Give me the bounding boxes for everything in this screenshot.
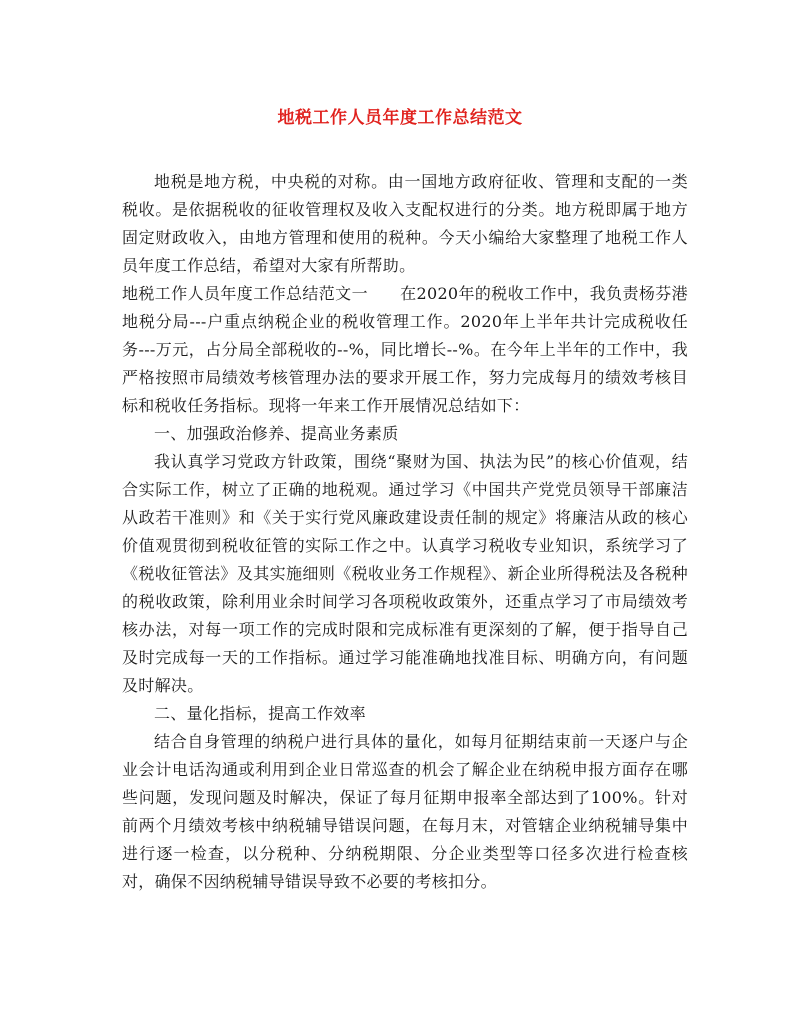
paragraph-3: 结合自身管理的纳税户进行具体的量化，如每月征期结束前一天逐户与企业会计电话沟通或利用到企业日常巡查的机会了解企业在纳税申报方面存在哪些问题，发现问题及时解决，保证了每月征期申报率全部达到了100%。针对前两个月绩效考核中纳税辅导错误问题，在每月末，对管辖企业纳税辅导集中进行逐一检查，以分税种、分纳税期限、分企业类型等口径多次进行检查核对，确保不因纳税辅导错误导致不必要的考核扣分。 — [122, 732, 688, 891]
intro-paragraph: 地税是地方税，中央税的对称。由一国地方政府征收、管理和支配的一类税收。是依据税收的征收管理权及收入支配权进行的分类。地方税即属于地方固定财政收入，由地方管理和使用的税种。今天小编给大家整理了地税工作人员年度工作总结，希望对大家有所帮助。 — [122, 172, 688, 275]
heading-1: 一、加强政治修养、提高业务素质 — [154, 424, 399, 443]
section-heading: 地税工作人员年度工作总结范文一 — [122, 284, 368, 303]
section-paragraph — [122, 280, 688, 420]
paragraph-1: 在2020年的税收工作中，我负责杨芬港地税分局---户重点纳税企业的税收管理工作。2020年上半年共计完成税收任务---万元，占分局全部税收的--%，同比增长--%。在今年上半年的工作中，我严格按照市局绩效考核管理办法的要求开展工作，努力完成每月的绩效考核目标和税收任务指标。现将一年来工作开展情况总结如下： — [122, 284, 688, 415]
heading-2: 二、量化指标，提高工作效率 — [154, 704, 366, 723]
document-body — [122, 168, 688, 896]
paragraph-2: 我认真学习党政方针政策，围绕“聚财为国、执法为民”的核心价值观，结合实际工作，树立了正确的地税观。通过学习《中国共产党党员领导干部廉洁从政若干准则》和《关于实行党风廉政建设责任制的规定》将廉洁从政的核心价值观贯彻到税收征管的实际工作之中。认真学习税收专业知识，系统学习了《税收征管法》及其实施细则《税收业务工作规程》、新企业所得税法及各税种的税收政策，除利用业余时间学习各项税收政策外，还重点学习了市局绩效考核办法，对每一项工作的完成时限和完成标准有更深刻的了解，便于指导自己及时完成每一天的工作指标。通过学习能准确地找准目标、明确方向，有问题及时解决。 — [122, 452, 688, 695]
document-title: 地税工作人员年度工作总结范文 — [277, 108, 523, 128]
